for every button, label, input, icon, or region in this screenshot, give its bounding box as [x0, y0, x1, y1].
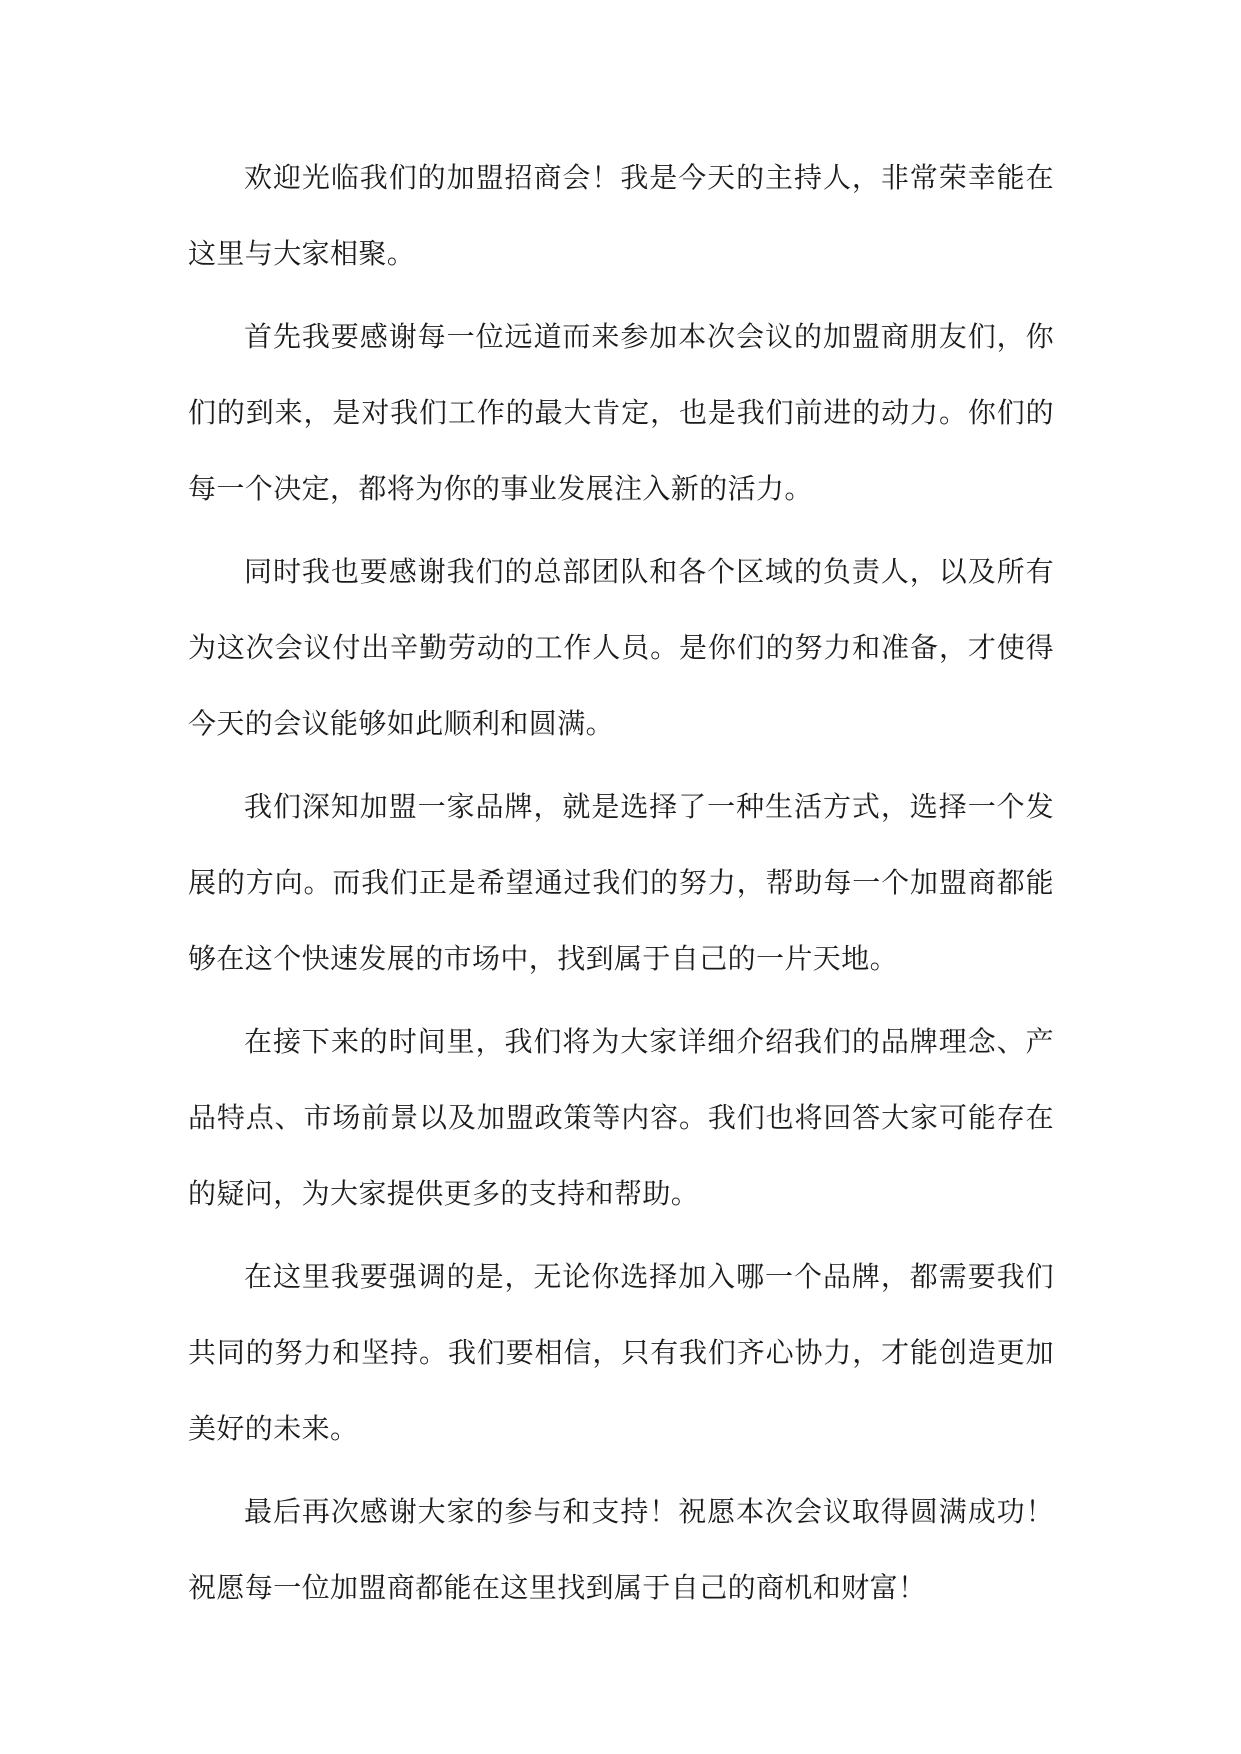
paragraph-agenda: 在接下来的时间里，我们将为大家详细介绍我们的品牌理念、产品特点、市场前景以及加盟政策等内容。我们也将回答大家可能存在的疑问，为大家提供更多的支持和帮助。: [188, 1025, 1054, 1210]
document-body: [188, 140, 1054, 1633]
paragraph-cooperation: 在这里我要强调的是，无论你选择加入哪一个品牌，都需要我们共同的努力和坚持。我们要相信，只有我们齐心协力，才能创造更加美好的未来。: [188, 1260, 1054, 1445]
paragraph-thanks-franchisees: 首先我要感谢每一位远道而来参加本次会议的加盟商朋友们，你们的到来，是对我们工作的最大肯定，也是我们前进的动力。你们的每一个决定，都将为你的事业发展注入新的活力。: [188, 320, 1054, 505]
paragraph-brand-choice: 我们深知加盟一家品牌，就是选择了一种生活方式，选择一个发展的方向。而我们正是希望通过我们的努力，帮助每一个加盟商都能够在这个快速发展的市场中，找到属于自己的一片天地。: [188, 790, 1054, 975]
paragraph-thanks-staff: 同时我也要感谢我们的总部团队和各个区域的负责人，以及所有为这次会议付出辛勤劳动的工作人员。是你们的努力和准备，才使得今天的会议能够如此顺利和圆满。: [188, 555, 1054, 740]
paragraph-welcome: 欢迎光临我们的加盟招商会！我是今天的主持人，非常荣幸能在这里与大家相聚。: [188, 161, 1054, 270]
paragraph-closing: 最后再次感谢大家的参与和支持！祝愿本次会议取得圆满成功！祝愿每一位加盟商都能在这里找到属于自己的商机和财富！: [188, 1495, 1054, 1604]
